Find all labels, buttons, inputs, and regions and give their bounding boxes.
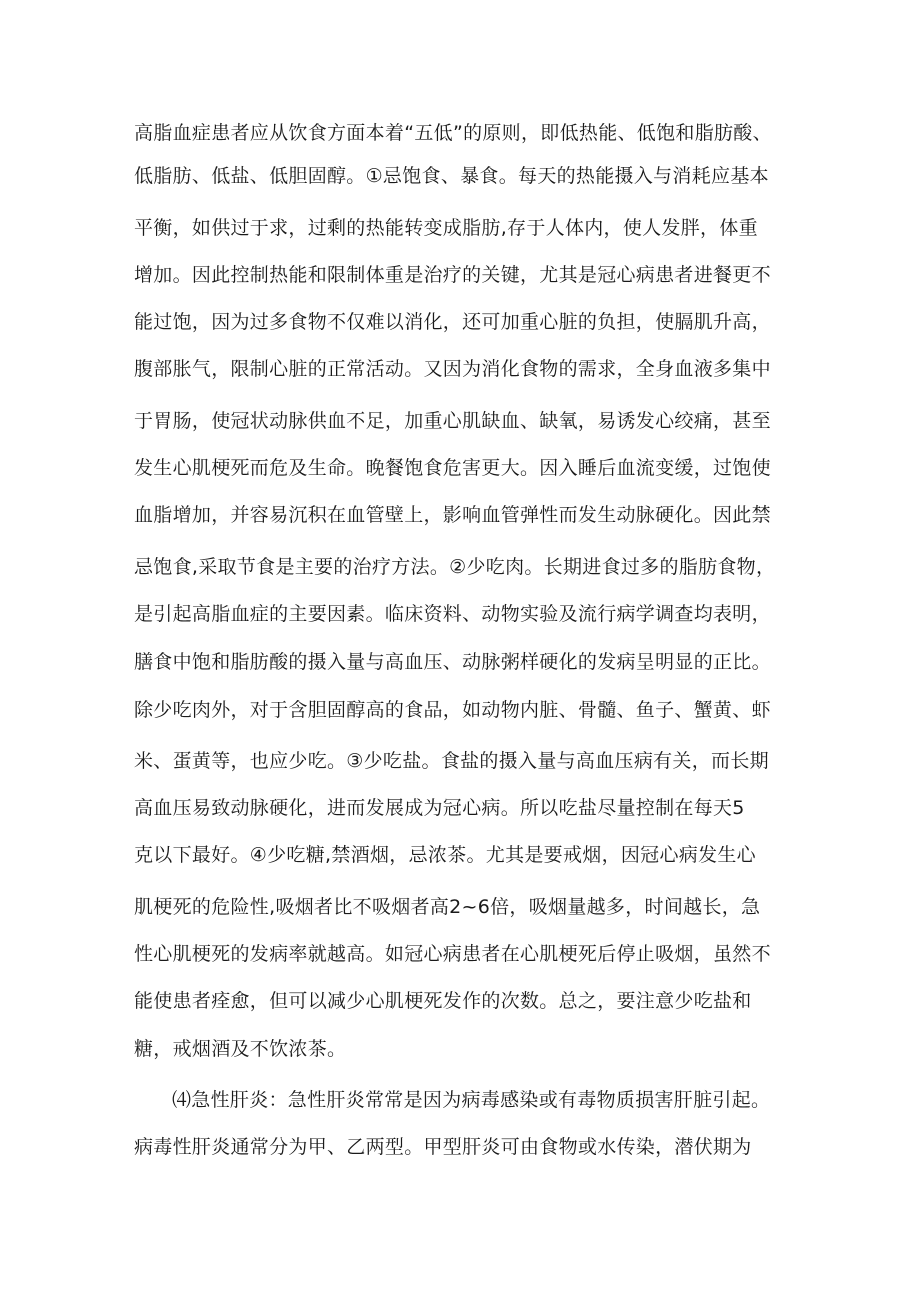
- text-line: 糖，戒烟酒及不饮浓茶。: [134, 1038, 347, 1060]
- text-line: 膳食中饱和脂肪酸的摄入量与高血压、动脉粥样硬化的发病呈明显的正比。: [134, 651, 771, 673]
- text-line: 血脂增加，并容易沉积在血管壁上，影响血管弹性而发生动脉硬化。因此禁: [134, 504, 771, 526]
- text-line: 忌饱食,采取节食是主要的治疗方法。②少吃肉。长期进食过多的脂肪食物，: [134, 556, 776, 578]
- text-line: 发生心肌梗死而危及生命。晚餐饱食危害更大。因入睡后血流变缓，过饱使: [134, 457, 771, 479]
- text-line: 能使患者痊愈，但可以减少心肌梗死发作的次数。总之，要注意少吃盐和: [134, 990, 752, 1012]
- text-line: 是引起高脂血症的主要因素。临床资料、动物实验及流行病学调查均表明，: [134, 603, 771, 625]
- text-line: 平衡，如供过于求，过剩的热能转变成脂肪,存于人体内，使人发胖，体重: [134, 217, 758, 239]
- text-line: 高脂血症患者应从饮食方面本着“五低”的原则，即低热能、低饱和脂肪酸、: [134, 122, 772, 144]
- text-line: 增加。因此控制热能和限制体重是治疗的关键，尤其是冠心病患者进餐更不: [134, 264, 771, 286]
- text-line: 除少吃肉外，对于含胆固醇高的食品，如动物内脏、骨髓、鱼子、蟹黄、虾: [134, 699, 771, 721]
- text-line: 腹部胀气，限制心脏的正常活动。又因为消化食物的需求，全身血液多集中: [134, 358, 771, 380]
- text-line: 克以下最好。④少吃糖,禁酒烟，忌浓茶。尤其是要戒烟，因冠心病发生心: [134, 844, 756, 866]
- text-line: 高血压易致动脉硬化，进而发展成为冠心病。所以吃盐尽量控制在每天5: [134, 797, 745, 819]
- text-line: 能过饱，因为过多食物不仅难以消化，还可加重心脏的负担，使膈肌升高，: [134, 311, 771, 333]
- text-line: 性心肌梗死的发病率就越高。如冠心病患者在心肌梗死后停止吸烟，虽然不: [134, 943, 771, 965]
- text-line: 肌梗死的危险性,吸烟者比不吸烟者高2~6倍，吸烟量越多，时间越长，急: [134, 896, 761, 918]
- text-line: 病毒性肝炎通常分为甲、乙两型。甲型肝炎可由食物或水传染，潜伏期为: [134, 1136, 752, 1158]
- text-line: ⑷急性肝炎：急性肝炎常常是因为病毒感染或有毒物质损害肝脏引起。: [172, 1089, 771, 1111]
- text-line: 于胃肠，使冠状动脉供血不足，加重心肌缺血、缺氧，易诱发心绞痛，甚至: [134, 410, 771, 432]
- text-line: 米、蛋黄等，也应少吃。③少吃盐。食盐的摄入量与高血压病有关，而长期: [134, 750, 769, 772]
- text-line: 低脂肪、低盐、低胆固醇。①忌饱食、暴食。每天的热能摄入与消耗应基本: [134, 165, 769, 187]
